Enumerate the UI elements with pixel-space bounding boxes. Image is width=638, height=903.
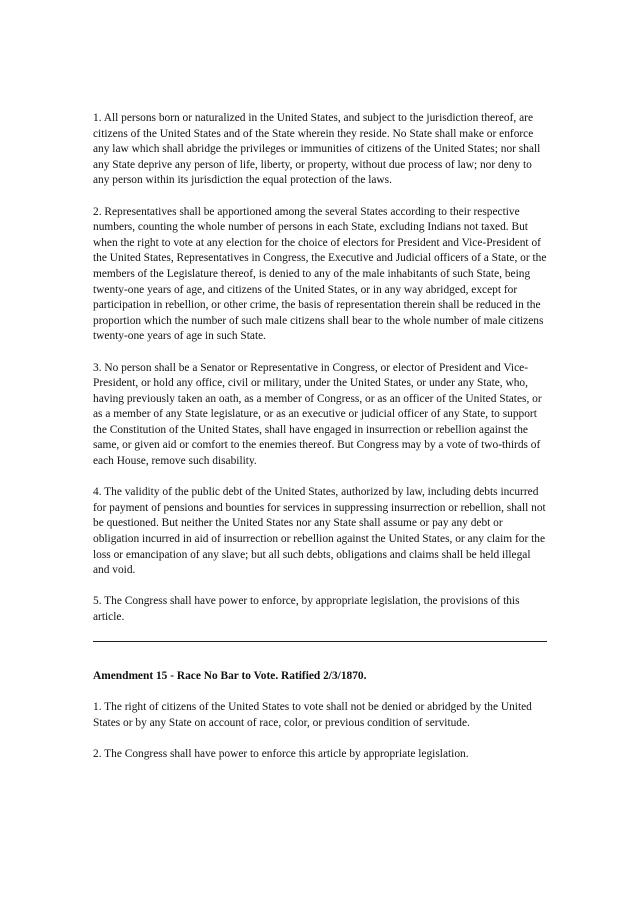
amendment14-section-2: 2. Representatives shall be apportioned among the several States according to their respective numbers, counting the whole number of persons in each State, excluding Indians not taxed. But when the right to vote at any election for the choice of electors for President and Vice-President of the United States, Representatives in Congress, the Executive and Judicial officers of a State, or the members of the Legislature thereof, is denied to any of the male inhabitants of such State, being twenty-one years of age, and citizens of the United States, or in any way abridged, except for participation in rebellion, or other crime, the basis of representation therein shall be reduced in the proportion which the number of such male citizens shall bear to the whole number of male citizens twenty-one years of age in such State. <box>93 205 547 343</box>
amendment15-section-1: 1. The right of citizens of the United States to vote shall not be denied or abridged by the United States or by any State on account of race, color, or previous condition of servitude. <box>93 701 532 729</box>
amendment14-section-3: 3. No person shall be a Senator or Representative in Congress, or elector of President and Vice-President, or hold any office, civil or military, under the United States, or under any State, who, having previously taken an oath, as a member of Congress, or as an officer of the United States, or as a member of any State legislature, or as an executive or judicial officer of any State, to support the Constitution of the United States, shall have engaged in insurrection or rebellion against the same, or given aid or comfort to the enemies thereof. But Congress may by a vote of two-thirds of each House, remove such disability. <box>93 361 542 468</box>
amendment14-section-4: 4. The validity of the public debt of the United States, authorized by law, including debts incurred for payment of pensions and bounties for services in suppressing insurrection or rebellion, shall not be questioned. But neither the United States nor any State shall assume or pay any debt or obligation incurred in aid of insurrection or rebellion against the United States, or any claim for the loss or emancipation of any slave; but all such debts, obligations and claims shall be held illegal and void. <box>93 486 546 577</box>
amendment15-section-2: 2. The Congress shall have power to enforce this article by appropriate legislation. <box>93 748 469 761</box>
amendment14-section-1: 1. All persons born or naturalized in the United States, and subject to the jurisdiction thereof, are citizens of the United States and of the State wherein they reside. No State shall make or enforce any law which shall abridge the privileges or immunities of citizens of the United States; nor shall any State deprive any person of life, liberty, or property, without due process of law; nor deny to any person within its jurisdiction the equal protection of the laws. <box>93 112 541 187</box>
amendment14-section-5: 5. The Congress shall have power to enforce, by appropriate legislation, the provisions of this article. <box>93 595 520 623</box>
section-divider <box>93 641 547 642</box>
amendment15-heading: Amendment 15 - Race No Bar to Vote. Ratified 2/3/1870. <box>93 670 367 683</box>
document-body <box>93 111 547 778</box>
